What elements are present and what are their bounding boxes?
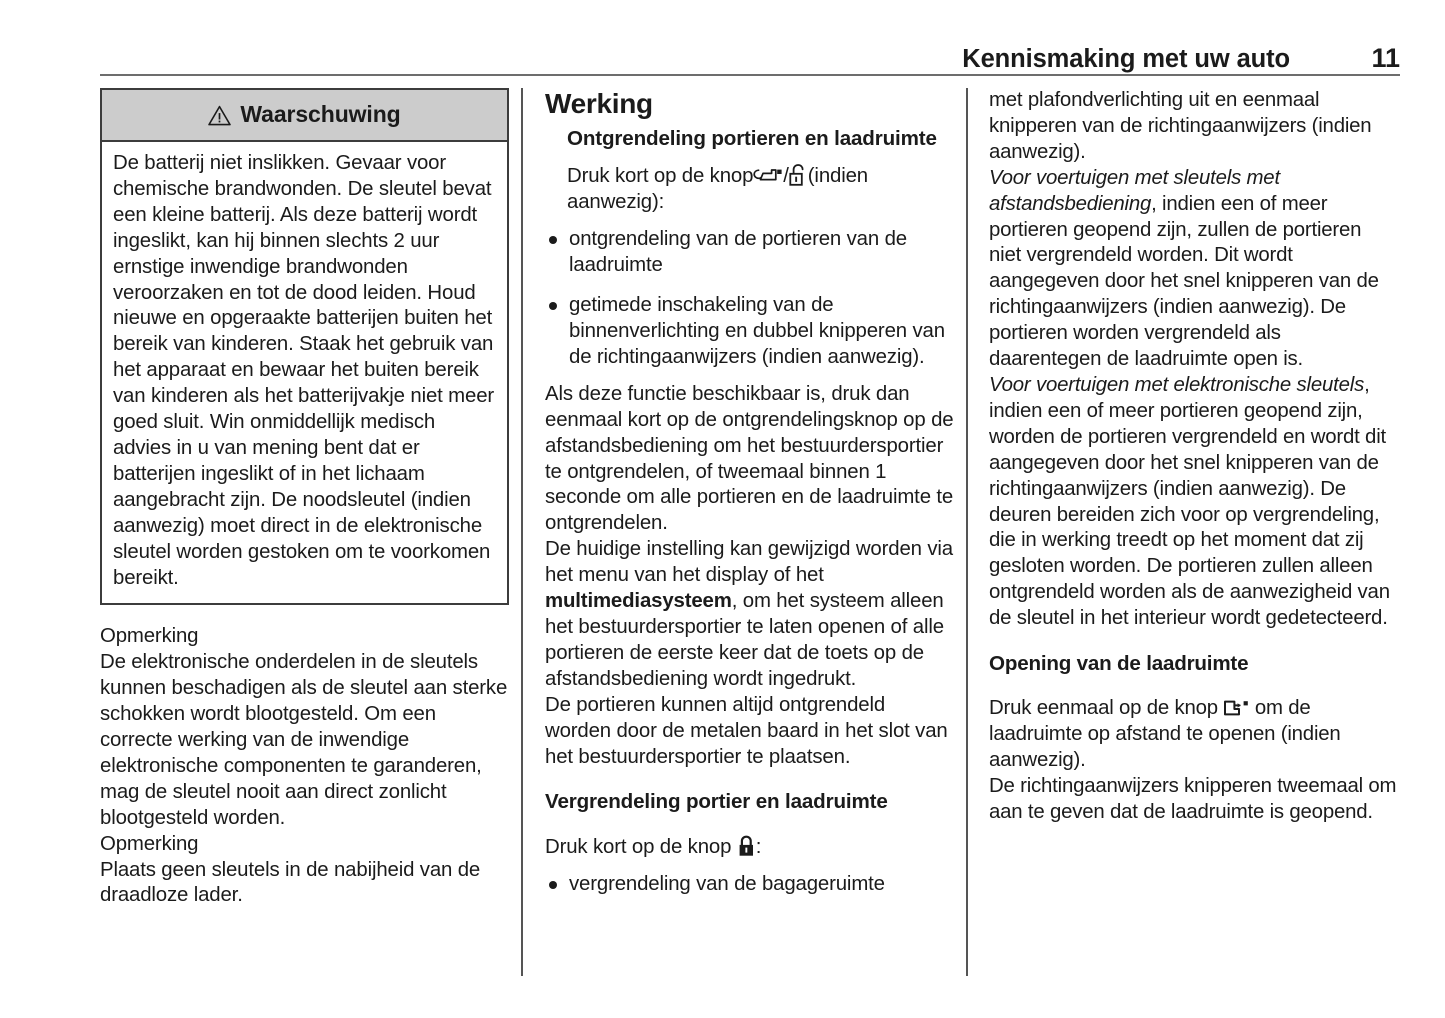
unlock-para2-bold: multimediasysteem: [545, 590, 732, 613]
note-block-2: [100, 832, 509, 910]
note-body-1: De elektronische onderdelen in de sleutels kunnen beschadigen als de sleutel aan sterke schokken wordt blootgesteld. Om een correcte werking van de inwendige elektronische componenten te garanderen, mag de sleutel nooit aan direct zonlicht blootgesteld worden.: [100, 651, 508, 829]
warning-title: Waarschuwing: [240, 101, 401, 127]
lock-instruction-suffix: :: [755, 836, 762, 859]
spacer: [989, 632, 1398, 651]
icon-separator: /: [783, 165, 789, 188]
spacer: [545, 216, 954, 227]
lock-instruction-prefix: Druk kort op de knop: [545, 836, 732, 859]
note-block-1: [100, 624, 509, 831]
spacer: [545, 770, 954, 789]
list-item: ontgrendeling van de portieren van de laadruimte: [545, 227, 954, 279]
unlock-para2-after: , om het systeem alleen het bestuurdersportier te laten openen of alle portieren de eerste keer dat de toets op de afstandsbediening wordt ingedrukt.: [545, 590, 944, 690]
cargo-paragraph: De richtingaanwijzers knipperen tweemaal om aan te geven dat de laadruimte is geopend.: [989, 774, 1397, 823]
spacer: [545, 371, 954, 382]
page-columns: [100, 88, 1400, 988]
unlock-paragraph-2: [545, 537, 954, 692]
note-body-2: Plaats geen sleutels in de nabijheid van de draadloze lader.: [100, 858, 481, 907]
cargo-instruction-suffix: om de laadruimte op afstand te openen (indien aanwezig).: [989, 697, 1341, 771]
spacer: [545, 152, 954, 163]
warning-box: [100, 88, 509, 605]
unlock-para2-before: De huidige instelling kan gewijzigd worden via het menu van het display of het: [545, 538, 953, 587]
padlock-open-icon: [789, 163, 808, 187]
remote-keys-italic-lead: Voor voertuigen met sleutels met afstandsbediening: [989, 166, 1280, 215]
column-divider-2: [966, 88, 968, 976]
left-column: [100, 88, 509, 988]
spacer: [989, 677, 1398, 696]
subtitle-lock: Vergrendeling portier en laadruimte: [545, 790, 888, 814]
unlock-paragraph-3: De portieren kunnen altijd ontgrendeld worden door de metalen baard in het slot van het bestuurdersportier te plaatsen.: [545, 693, 948, 768]
warning-header: [102, 90, 507, 142]
unlock-instruction-suffix: (indien aanwezig):: [567, 165, 868, 214]
warning-triangle-icon: [208, 105, 231, 126]
car-tailgate-unlock-icon: [753, 165, 783, 186]
middle-column: [545, 88, 954, 988]
subtitle-cargo-opening: Opening van de laadruimte: [989, 652, 1249, 676]
electronic-keys-italic-lead: Voor voertuigen met elektronische sleutels: [989, 373, 1365, 396]
unlock-instruction: [567, 163, 954, 216]
spacer: [545, 815, 954, 834]
section-title-werking: Werking: [545, 88, 653, 119]
list-item: getimede inschakeling van de binnenverlichting en dubbel knipperen van de richtingaanwijzers (indien aanwezig).: [545, 293, 954, 371]
continued-paragraph: met plafondverlichting uit en eenmaal knipperen van de richtingaanwijzers (indien aanwezig).: [989, 89, 1372, 163]
trunk-open-icon: [1223, 698, 1249, 718]
remote-keys-paragraph: [989, 166, 1398, 373]
padlock-closed-icon: [737, 834, 756, 858]
note-heading-1: Opmerking: [100, 625, 199, 648]
column-divider-1: [521, 88, 523, 976]
electronic-keys-body: , indien een of meer portieren geopend zijn, worden de portieren vergrendeld en wordt dit aangegeven door het snel knipperen van de richtingaanwijzers (indien aanwezig). De deuren bereiden zich voor op vergrendeling, die in werking treedt op het moment dat zij gesloten worden. De portieren zullen alleen ontgrendeld worden als de aanwezigheid van de sleutel in het interieur wordt gedetecteerd.: [989, 373, 1390, 630]
unlock-paragraph-1: Als deze functie beschikbaar is, druk dan eenmaal kort op de ontgrendelingsknop op de afstandsbediening om het bestuurdersportier te ontgrendelen, of tweemaal binnen 1 seconde om alle portieren en de laadruimte te ontgrendelen.: [545, 382, 954, 535]
note-heading-2: Opmerking: [100, 832, 199, 855]
unlock-bullet-list: [545, 227, 954, 371]
electronic-keys-paragraph: [989, 373, 1398, 632]
page-header: [100, 34, 1400, 76]
unlock-instruction-prefix: Druk kort op de knop: [567, 165, 754, 188]
right-column: [989, 88, 1398, 988]
remote-keys-body: , indien een of meer portieren geopend zijn, zullen de portieren niet vergrendeld worden. Dit wordt aangegeven door het snel knipperen van de richtingaanwijzers (indien aanwezig). De portieren worden vergrendeld als daarentegen de laadruimte open is.: [989, 192, 1379, 371]
cargo-instruction-prefix: Druk eenmaal op de knop: [989, 697, 1218, 720]
list-item: vergrendeling van de bagageruimte: [545, 872, 954, 898]
warning-body: De batterij niet inslikken. Gevaar voor chemische brandwonden. De sleutel bevat een kleine batterij. Als deze batterij wordt ingeslikt, kan hij binnen slechts 2 uur ernstige inwendige brandwonden veroorzaken en tot de dood leiden. Houd nieuwe en opgeraakte batterijen buiten het bereik van kinderen. Staak het gebruik van het apparaat en bewaar het buiten bereik van kinderen als het batterijvakje niet meer goed sluit. Win onmiddellijk medisch advies in u van mening bent dat er batterijen ingeslikt of in het lichaam aangebracht zijn. De noodsleutel (indien aanwezig) moet direct in de elektronische sleutel worden gestoken om te voorkomen bereikt.: [102, 142, 507, 603]
page-number: 11: [1371, 43, 1400, 73]
subtitle-unlock: Ontgrendeling portieren en laadruimte: [567, 127, 937, 151]
cargo-instruction: [989, 696, 1398, 774]
spacer: [100, 605, 509, 624]
lock-bullet-list: [545, 872, 954, 898]
spacer: [545, 861, 954, 872]
page-title: Kennismaking met uw auto: [962, 44, 1290, 73]
lock-instruction: [545, 834, 954, 861]
